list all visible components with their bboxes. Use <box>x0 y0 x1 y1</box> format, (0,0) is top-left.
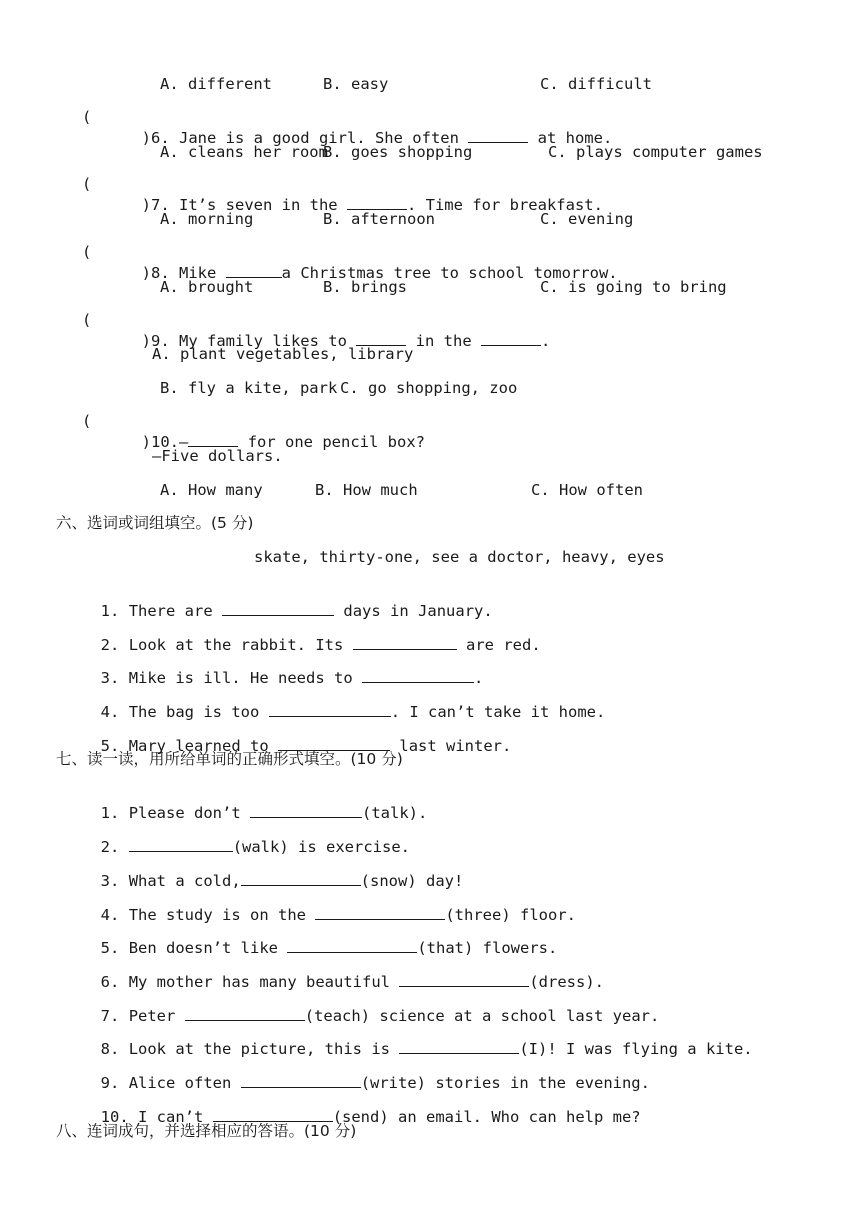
stem-text: at home. <box>537 129 613 147</box>
answer-blank[interactable] <box>250 803 362 818</box>
answer-blank[interactable] <box>269 702 391 717</box>
q9-option-b: B. fly a kite, park <box>160 379 338 397</box>
item-text: Ben doesn’t like <box>128 939 278 957</box>
stem-text: )8. Mike <box>141 264 217 282</box>
stem-text: for one pencil box? <box>247 433 425 451</box>
q9-option-c: C. go shopping, zoo <box>340 379 518 397</box>
answer-blank[interactable] <box>213 1107 333 1122</box>
item-text: . <box>474 669 484 687</box>
q6-option-a: A. cleans her room <box>160 143 328 161</box>
stem-text: )6. Jane is a good girl. She often <box>141 129 459 147</box>
item-number: 3. <box>100 872 120 890</box>
item-text: Look at the picture, this is <box>128 1040 390 1058</box>
stem-text: . <box>541 332 551 350</box>
item-text: There are <box>128 602 213 620</box>
answer-paren: ( <box>82 412 92 430</box>
answer-blank[interactable] <box>468 128 528 143</box>
answer-paren: ( <box>82 175 92 193</box>
answer-blank[interactable] <box>287 938 417 953</box>
item-text: (three) floor. <box>445 906 576 924</box>
q10-option-b: B. How much <box>315 481 418 499</box>
answer-paren: ( <box>82 311 92 329</box>
stem-text: )10.— <box>141 433 189 451</box>
item-text: days in January. <box>343 602 493 620</box>
item-text: My mother has many beautiful <box>128 973 390 991</box>
section-6-title: 六、选词或词组填空。(5 分) <box>56 514 254 532</box>
item-number: 8. <box>100 1040 120 1058</box>
q8-option-a: A. brought <box>160 278 254 296</box>
item-text: (that) flowers. <box>417 939 558 957</box>
item-text: Please don’t <box>128 804 241 822</box>
q8-option-b: B. brings <box>323 278 407 296</box>
item-text: Mike is ill. He needs to <box>128 669 353 687</box>
item-number: 6. <box>100 973 120 991</box>
item-text: (write) stories in the evening. <box>360 1074 650 1092</box>
stem-text: a Christmas tree to school tomorrow. <box>281 264 618 282</box>
item-text: The bag is too <box>128 703 260 721</box>
item-number: 1. <box>100 602 120 620</box>
answer-blank[interactable] <box>347 195 407 210</box>
item-text: (walk) is exercise. <box>232 838 410 856</box>
item-number: 7. <box>100 1007 120 1025</box>
item-text: (send) an email. Who can help me? <box>332 1108 641 1126</box>
answer-paren: ( <box>82 243 92 261</box>
q7-option-b: B. afternoon <box>323 210 435 228</box>
q9-option-a: A. plant vegetables, library <box>152 345 414 363</box>
item-text: Peter <box>128 1007 176 1025</box>
word-bank: skate, thirty-one, see a doctor, heavy, eyes <box>254 548 665 566</box>
item-text: Look at the rabbit. Its <box>128 636 344 654</box>
item-number: 5. <box>100 939 120 957</box>
answer-blank[interactable] <box>222 601 334 616</box>
item-text: The study is on the <box>128 906 306 924</box>
stem-text: )9. My family likes to <box>141 332 347 350</box>
stem-text: in the <box>415 332 472 350</box>
item-number: 1. <box>100 804 120 822</box>
answer-blank[interactable] <box>241 871 361 886</box>
item-number: 10. <box>100 1108 129 1126</box>
section-8-title: 八、连词成句，并选择相应的答语。(10 分) <box>56 1122 357 1140</box>
item-number: 2. <box>100 636 120 654</box>
item-text: (snow) day! <box>360 872 464 890</box>
q5-option-b: B. easy <box>323 75 389 93</box>
item-text: . I can’t take it home. <box>390 703 606 721</box>
item-number: 2. <box>100 838 120 856</box>
q5-option-c: C. difficult <box>540 75 652 93</box>
item-number: 4. <box>100 703 120 721</box>
q5-option-a: A. different <box>160 75 272 93</box>
item-text: I can’t <box>138 1108 204 1126</box>
item-text: (dress). <box>529 973 604 991</box>
answer-blank[interactable] <box>188 432 238 447</box>
q7-option-c: C. evening <box>540 210 634 228</box>
item-text: last winter. <box>399 737 512 755</box>
answer-blank[interactable] <box>481 331 541 346</box>
answer-blank[interactable] <box>129 837 233 852</box>
item-number: 9. <box>100 1074 120 1092</box>
item-text: are red. <box>466 636 541 654</box>
answer-paren: ( <box>82 108 92 126</box>
q6-option-b: B. goes shopping <box>323 143 473 161</box>
stem-text: )7. It’s seven in the <box>141 196 338 214</box>
item-text: (I)! I was flying a kite. <box>519 1040 753 1058</box>
q7-option-a: A. morning <box>160 210 254 228</box>
q10-reply: —Five dollars. <box>152 447 283 465</box>
item-text: (teach) science at a school last year. <box>304 1007 660 1025</box>
answer-blank[interactable] <box>399 972 529 987</box>
item-number: 4. <box>100 906 120 924</box>
q8-option-c: C. is going to bring <box>540 278 727 296</box>
item-text: (talk). <box>362 804 428 822</box>
item-number: 5. <box>100 737 120 755</box>
item-number: 3. <box>100 669 120 687</box>
item-text: Alice often <box>128 1074 232 1092</box>
item-text: What a cold, <box>128 872 241 890</box>
answer-blank[interactable] <box>362 668 474 683</box>
item-text: Mary learned to <box>128 737 269 755</box>
q6-option-c: C. plays computer games <box>548 143 763 161</box>
answer-blank[interactable] <box>226 263 282 278</box>
stem-text: . Time for breakfast. <box>406 196 603 214</box>
section-7-title: 七、读一读，用所给单词的正确形式填空。(10 分) <box>56 750 403 768</box>
answer-blank[interactable] <box>241 1073 361 1088</box>
answer-blank[interactable] <box>399 1039 519 1054</box>
q10-option-a: A. How many <box>160 481 263 499</box>
q10-option-c: C. How often <box>531 481 643 499</box>
